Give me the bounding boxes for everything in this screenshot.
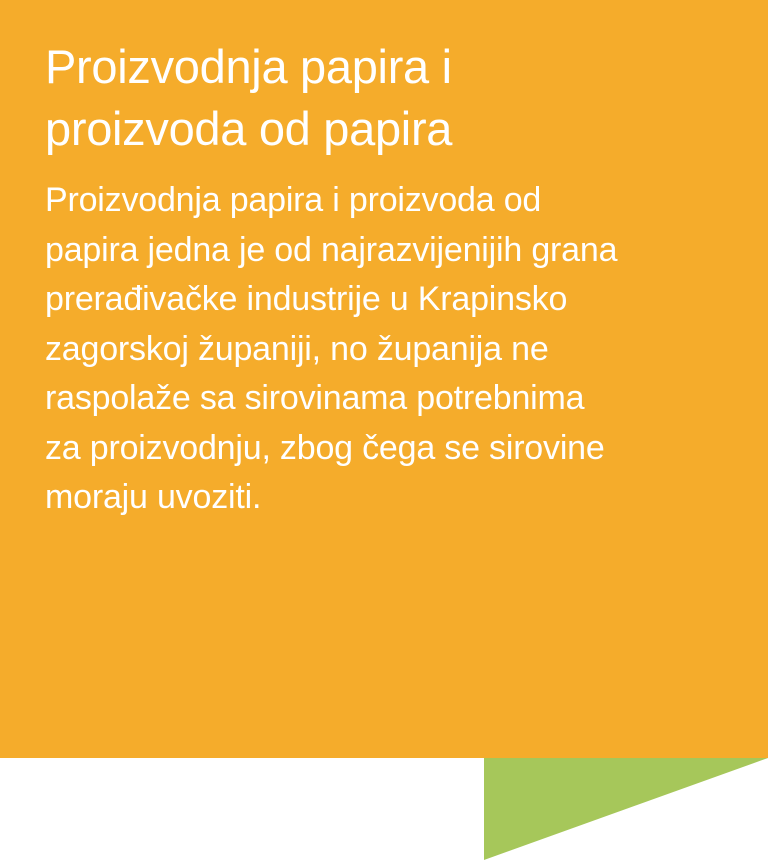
body-line: zagorskoj županiji, no županija ne: [45, 329, 549, 368]
card-body: [45, 176, 728, 523]
body-line: papira jedna je od najrazvijenijih grana: [45, 230, 618, 269]
body-line: moraju uvoziti.: [45, 478, 262, 516]
card-title: [45, 36, 728, 160]
green-accent-triangle: [484, 758, 768, 860]
title-line: Proizvodnja papira i: [45, 40, 452, 93]
body-line: za proizvodnju, zbog čega se sirovine: [45, 428, 605, 467]
title-line: proizvoda od papira: [45, 102, 453, 155]
body-line: raspolaže sa sirovinama potrebnima: [45, 379, 585, 417]
body-line: prerađivačke industrije u Krapinsko: [45, 280, 568, 318]
body-line: Proizvodnja papira i proizvoda od: [45, 181, 542, 219]
